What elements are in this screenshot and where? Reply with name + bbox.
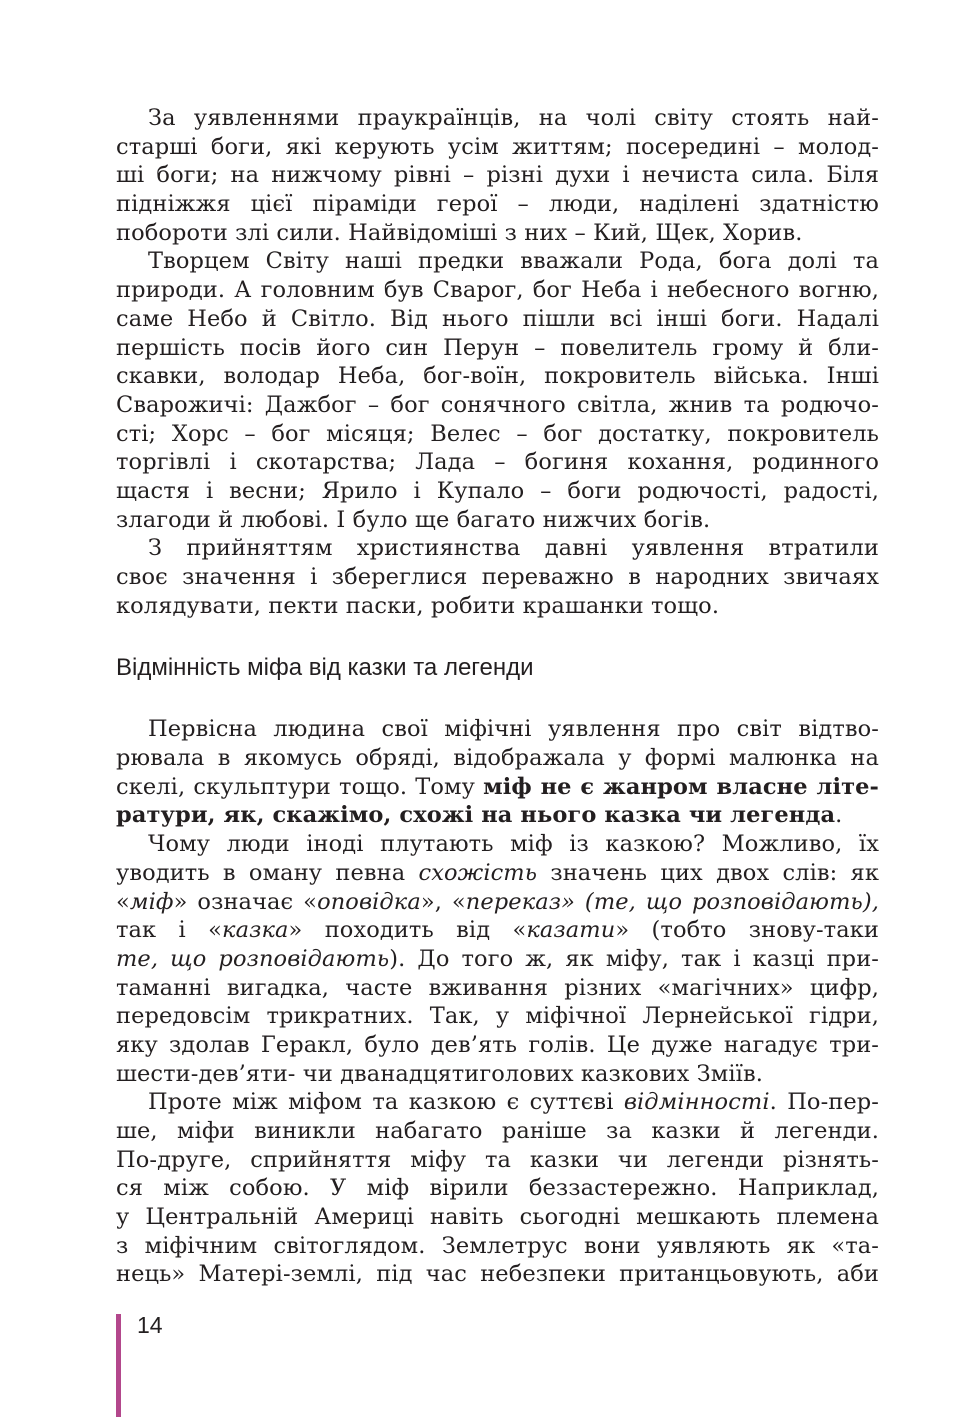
text-line: у Центральній Америці навіть сьогодні мешкають племена — [116, 1204, 879, 1231]
text-line: скелі, скульптури тощо. Тому міф не є жанром власне літе- — [116, 773, 879, 800]
text-line: сті; Хорс – бог місяця; Велес – бог достатку, покровитель — [116, 420, 879, 447]
paragraph — [116, 534, 879, 620]
paragraph — [116, 247, 879, 534]
italic-text: оповідка — [317, 888, 421, 915]
text-line: ся між собою. У міф вірили беззастережно. Наприклад, — [116, 1175, 879, 1202]
text-line: своє значення і збереглися переважно в народних звичаях — [116, 564, 879, 590]
text-line: За уявленнями праукраїнців, на чолі світу стоять най- — [148, 105, 879, 131]
page-body — [116, 104, 879, 1289]
italic-text: схожість — [418, 859, 538, 886]
text-line: те, що розповідають). До того ж, як міфу, так і казці при- — [116, 945, 879, 972]
italic-text: казати — [526, 917, 616, 944]
italic-text: міф — [129, 888, 174, 915]
text-line: ше, міфи виникли набагато раніше за казки й легенди. — [116, 1118, 879, 1144]
text-line: «міф» означає «оповідка», «переказ» (те, що розповідають), — [116, 888, 879, 915]
paragraph — [116, 1088, 879, 1289]
text-line: першість посів його син Перун – повелитель грому й бли- — [116, 334, 879, 361]
paragraph — [116, 104, 879, 247]
text-line: таманні вигадка, часте вживання різних «магічних» цифр, — [116, 974, 879, 1001]
text-line: З прийняттям християнства давні уявлення втратили — [148, 535, 879, 562]
text-line: торгівлі і скотарства; Лада – богиня кохання, родинного — [116, 449, 879, 476]
italic-text: переказ — [465, 888, 562, 915]
italic-text: відмінності — [623, 1089, 770, 1116]
text-line: Сварожичі: Дажбог – бог сонячного світла, жнив та родючо- — [116, 391, 879, 418]
text-line: з міфічним світоглядом. Землетрус вони уявляють як «та- — [116, 1232, 879, 1259]
text-line: старші боги, які керують усім життям; посередині – молод- — [116, 133, 879, 160]
bold-text: міф не є жанром власне літе- — [483, 773, 879, 800]
text-line: передовсім трикратних. Так, у міфічної Лернейської гідри, — [116, 1003, 879, 1030]
italic-text: казка — [222, 917, 289, 944]
paragraph — [116, 830, 879, 1088]
text-line: скавки, володар Неба, бог-воїн, покровитель війська. Інші — [116, 363, 879, 390]
paragraph — [116, 715, 879, 830]
text-line: побороти злі сили. Найвідоміші з них – Кий, Щек, Хорив. — [116, 219, 803, 246]
bold-text: ратури, як, скажімо, схожі на нього казка чи легенда — [116, 802, 836, 829]
section-heading: Відмінність міфа від казки та легенди — [116, 654, 534, 682]
page-number-accent-bar — [116, 1314, 121, 1417]
text-line: Чому люди іноді плутають міф із казкою? Можливо, їх — [148, 831, 879, 858]
text-line: природи. А головним був Сварог, бог Неба і небесного вогню, — [116, 277, 879, 304]
text-line: колядувати, пекти паски, робити крашанки тощо. — [116, 592, 720, 619]
text-line: саме Небо й Світло. Від нього пішли всі інші боги. Надалі — [116, 305, 879, 332]
italic-text: те, що розповідають — [116, 945, 390, 972]
text-line: злагоди й любові. І було ще багато нижчих богів. — [116, 506, 711, 533]
text-line: шести-дев’яти- чи дванадцятиголових казкових Зміїв. — [116, 1060, 763, 1087]
page-number: 14 — [137, 1312, 163, 1338]
text-line: Проте між міфом та казкою є суттєві відмінності. По-пер- — [148, 1089, 879, 1116]
text-line: По-друге, сприйняття міфу та казки чи легенди різнять- — [116, 1146, 879, 1173]
text-line: ратури, як, скажімо, схожі на нього казка чи легенда. — [116, 802, 843, 829]
text-line: рювала в якомусь обряді, відображала у формі малюнка на — [116, 745, 879, 772]
text-line: підніжжя цієї піраміди герої – люди, наділені здатністю — [116, 191, 879, 218]
text-line: щастя і весни; Ярило і Купало – боги родючості, радості, — [116, 477, 879, 504]
italic-text: » (те, що розповідають), — [561, 888, 879, 915]
text-line: ші боги; на нижчому рівні – різні духи і нечиста сила. Біля — [116, 162, 879, 189]
text-line: Творцем Світу наші предки вважали Рода, бога долі та — [148, 248, 879, 275]
text-line: так і «казка» походить від «казати» (тобто знову-таки — [116, 917, 879, 944]
text-line: уводить в оману певна схожість значень цих двох слів: як — [116, 859, 879, 886]
text-line: нець» Матері-землі, під час небезпеки пританцьовують, аби — [116, 1261, 879, 1288]
text-line: Первісна людина свої міфічні уявлення про світ відтво- — [148, 716, 879, 743]
text-line: яку здолав Геракл, було дев’ять голів. Це дуже нагадує три- — [116, 1031, 879, 1058]
